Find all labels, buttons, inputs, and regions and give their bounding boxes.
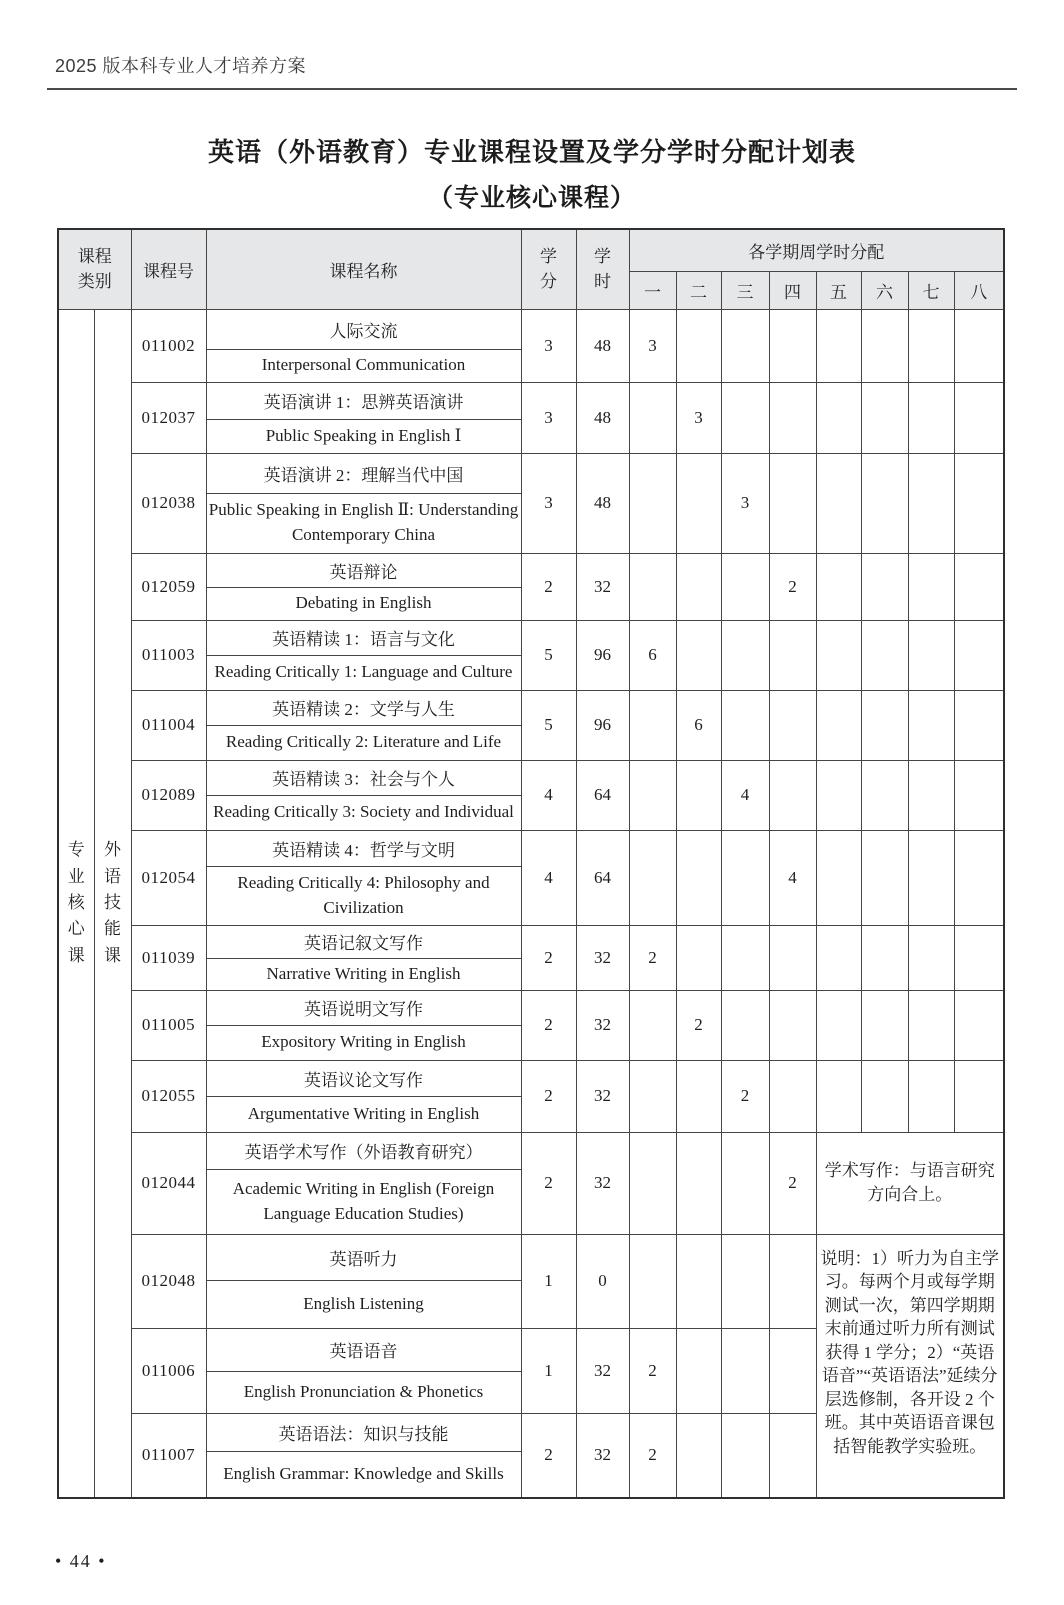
sem-cell [908, 1060, 954, 1132]
header-credits [521, 229, 576, 309]
course-code: 011006 [131, 1328, 206, 1413]
sem-cell [954, 925, 1004, 990]
course-credits: 4 [521, 760, 576, 830]
sem-cell [769, 1060, 816, 1132]
course-hours: 32 [576, 1413, 629, 1498]
course-credits: 1 [521, 1328, 576, 1413]
course-code: 012038 [131, 453, 206, 553]
sem-cell [908, 553, 954, 620]
sem-cell [721, 1328, 769, 1413]
sem-cell [861, 925, 908, 990]
sem-cell [908, 760, 954, 830]
header-sem-8: 八 [954, 271, 1004, 309]
course-name-zh: 英语演讲 2：理解当代中国 [206, 453, 521, 493]
sem-cell [769, 620, 816, 690]
course-name-zh: 英语辩论 [206, 553, 521, 587]
sem-cell [676, 1060, 721, 1132]
header-course-code: 课程号 [131, 229, 206, 309]
course-name-zh: 英语议论文写作 [206, 1060, 521, 1096]
sem-cell [629, 1234, 676, 1328]
course-name-zh: 英语记叙文写作 [206, 925, 521, 958]
course-name-zh: 英语学术写作（外语教育研究） [206, 1132, 521, 1169]
course-name-en: Reading Critically 1: Language and Culture [206, 655, 521, 690]
sem-cell [908, 453, 954, 553]
sem-cell: 2 [629, 1328, 676, 1413]
course-hours: 32 [576, 553, 629, 620]
sem-cell [861, 830, 908, 925]
course-credits: 2 [521, 553, 576, 620]
sem-cell [816, 553, 861, 620]
course-code: 011002 [131, 309, 206, 382]
course-credits: 5 [521, 620, 576, 690]
sem-cell [769, 990, 816, 1060]
sem-cell [816, 990, 861, 1060]
sem-cell [816, 453, 861, 553]
course-hours: 0 [576, 1234, 629, 1328]
sem-cell [721, 690, 769, 760]
header-sem-3: 三 [721, 271, 769, 309]
course-credits: 3 [521, 453, 576, 553]
course-code: 011003 [131, 620, 206, 690]
sem-cell [629, 760, 676, 830]
page-title: 英语（外语教育）专业课程设置及学分学时分配计划表 [207, 137, 856, 167]
header-credits-label: 学分 [539, 246, 557, 292]
sem-cell [816, 830, 861, 925]
course-name-zh: 英语语法：知识与技能 [206, 1413, 521, 1451]
sem-cell [816, 620, 861, 690]
sem-cell [769, 1413, 816, 1498]
page-subtitle: （专业核心课程） [427, 184, 636, 212]
course-schedule-table [57, 228, 1005, 1499]
sem-cell [721, 382, 769, 453]
course-code: 011007 [131, 1413, 206, 1498]
sem-cell [954, 1060, 1004, 1132]
course-code: 012059 [131, 553, 206, 620]
course-credits: 2 [521, 1413, 576, 1498]
sem-cell: 4 [769, 830, 816, 925]
sem-cell [629, 453, 676, 553]
course-name-en: English Listening [206, 1280, 521, 1328]
course-hours: 64 [576, 760, 629, 830]
sem-cell [861, 553, 908, 620]
course-credits: 3 [521, 382, 576, 453]
sem-cell: 6 [676, 690, 721, 760]
header-divider [47, 88, 1017, 90]
header-category-label: 课程类别 [77, 246, 112, 292]
sem-cell [721, 620, 769, 690]
sem-cell [908, 925, 954, 990]
note-academic-writing: 学术写作：与语言研究方向合上。 [816, 1132, 1004, 1234]
page-number: • 44 • [55, 1551, 107, 1571]
sem-cell [676, 1132, 721, 1234]
sem-cell [861, 1060, 908, 1132]
header-sem-5: 五 [816, 271, 861, 309]
header-category [58, 229, 131, 309]
course-name-en: Reading Critically 3: Society and Individual [206, 795, 521, 830]
sem-cell [721, 1413, 769, 1498]
sem-cell: 3 [676, 382, 721, 453]
sem-cell [908, 990, 954, 1060]
sem-cell [954, 760, 1004, 830]
sem-cell [861, 382, 908, 453]
course-name-zh: 英语演讲 1：思辨英语演讲 [206, 382, 521, 419]
course-name-zh: 英语精读 4：哲学与文明 [206, 830, 521, 866]
course-code: 011005 [131, 990, 206, 1060]
sem-cell [816, 925, 861, 990]
sem-cell [721, 1132, 769, 1234]
sem-cell [629, 690, 676, 760]
sem-cell [861, 620, 908, 690]
sem-cell [861, 453, 908, 553]
sem-cell: 3 [629, 309, 676, 382]
course-name-en: Public Speaking in English Ⅱ: Understanding Contemporary China [206, 493, 521, 553]
course-hours: 32 [576, 1132, 629, 1234]
header-course-name: 课程名称 [206, 229, 521, 309]
sem-cell [721, 1234, 769, 1328]
header-hours [576, 229, 629, 309]
sem-cell [908, 830, 954, 925]
course-name-zh: 英语说明文写作 [206, 990, 521, 1025]
sem-cell [769, 925, 816, 990]
sem-cell: 2 [769, 553, 816, 620]
sem-cell [816, 309, 861, 382]
sem-cell [676, 760, 721, 830]
course-code: 011004 [131, 690, 206, 760]
course-code: 012037 [131, 382, 206, 453]
course-hours: 32 [576, 925, 629, 990]
sem-cell: 2 [629, 1413, 676, 1498]
course-hours: 48 [576, 309, 629, 382]
sem-cell: 2 [629, 925, 676, 990]
sem-cell [721, 925, 769, 990]
course-name-zh: 英语精读 2：文学与人生 [206, 690, 521, 725]
sem-cell [954, 990, 1004, 1060]
sem-cell [908, 690, 954, 760]
sem-cell: 2 [769, 1132, 816, 1234]
sem-cell [954, 453, 1004, 553]
sem-cell [629, 382, 676, 453]
sem-cell [629, 830, 676, 925]
header-sem-7: 七 [908, 271, 954, 309]
sem-cell [721, 553, 769, 620]
course-name-en: Public Speaking in English Ⅰ [206, 419, 521, 453]
course-hours: 48 [576, 382, 629, 453]
sem-cell [676, 925, 721, 990]
sem-cell [908, 309, 954, 382]
course-name-en: Interpersonal Communication [206, 349, 521, 382]
sem-cell [676, 1328, 721, 1413]
sem-cell: 2 [676, 990, 721, 1060]
category-language-skills-label: 外语技能课 [104, 840, 121, 965]
course-code: 012054 [131, 830, 206, 925]
sem-cell [721, 830, 769, 925]
sem-cell [676, 620, 721, 690]
sem-cell: 6 [629, 620, 676, 690]
sem-cell [629, 990, 676, 1060]
sem-cell [676, 830, 721, 925]
page-header-text: 2025 版本科专业人才培养方案 [55, 56, 307, 76]
sem-cell [954, 830, 1004, 925]
course-name-en: Narrative Writing in English [206, 958, 521, 990]
sem-cell [676, 1234, 721, 1328]
course-name-zh: 英语精读 3：社会与个人 [206, 760, 521, 795]
course-name-en: English Grammar: Knowledge and Skills [206, 1451, 521, 1498]
course-hours: 32 [576, 1328, 629, 1413]
sem-cell [861, 760, 908, 830]
sem-cell [908, 620, 954, 690]
course-code: 012044 [131, 1132, 206, 1234]
course-credits: 4 [521, 830, 576, 925]
course-name-en: Expository Writing in English [206, 1025, 521, 1060]
sem-cell [629, 553, 676, 620]
sem-cell: 2 [721, 1060, 769, 1132]
course-credits: 5 [521, 690, 576, 760]
sem-cell [769, 309, 816, 382]
category-language-skills [94, 309, 131, 1498]
header-sem-1: 一 [629, 271, 676, 309]
course-credits: 2 [521, 925, 576, 990]
course-name-zh: 人际交流 [206, 309, 521, 349]
course-hours: 32 [576, 1060, 629, 1132]
course-name-zh: 英语精读 1：语言与文化 [206, 620, 521, 655]
course-hours: 96 [576, 690, 629, 760]
course-hours: 96 [576, 620, 629, 690]
course-code: 011039 [131, 925, 206, 990]
sem-cell [629, 1132, 676, 1234]
sem-cell [954, 690, 1004, 760]
sem-cell [861, 990, 908, 1060]
sem-cell [769, 1328, 816, 1413]
course-code: 012048 [131, 1234, 206, 1328]
header-sem-2: 二 [676, 271, 721, 309]
sem-cell [816, 690, 861, 760]
course-name-en: Argumentative Writing in English [206, 1096, 521, 1132]
course-hours: 48 [576, 453, 629, 553]
course-credits: 2 [521, 1060, 576, 1132]
sem-cell [769, 1234, 816, 1328]
course-name-zh: 英语语音 [206, 1328, 521, 1371]
sem-cell [769, 382, 816, 453]
course-name-en: Debating in English [206, 587, 521, 620]
header-sem-4: 四 [769, 271, 816, 309]
category-major-core [58, 309, 94, 1498]
sem-cell [954, 620, 1004, 690]
sem-cell: 4 [721, 760, 769, 830]
sem-cell [676, 1413, 721, 1498]
sem-cell [629, 1060, 676, 1132]
sem-cell [954, 382, 1004, 453]
course-hours: 32 [576, 990, 629, 1060]
course-credits: 3 [521, 309, 576, 382]
header-hours-label: 学时 [593, 246, 611, 292]
course-credits: 2 [521, 990, 576, 1060]
sem-cell [769, 453, 816, 553]
header-sem-6: 六 [861, 271, 908, 309]
sem-cell [861, 690, 908, 760]
course-code: 012089 [131, 760, 206, 830]
sem-cell [721, 309, 769, 382]
sem-cell [721, 990, 769, 1060]
course-name-zh: 英语听力 [206, 1234, 521, 1280]
sem-cell: 3 [721, 453, 769, 553]
sem-cell [676, 453, 721, 553]
sem-cell [816, 760, 861, 830]
sem-cell [769, 760, 816, 830]
course-name-en: Reading Critically 2: Literature and Life [206, 725, 521, 760]
sem-cell [816, 1060, 861, 1132]
course-name-en: English Pronunciation & Phonetics [206, 1371, 521, 1413]
sem-cell [861, 309, 908, 382]
sem-cell [816, 382, 861, 453]
course-name-en: Academic Writing in English (Foreign Language Education Studies) [206, 1169, 521, 1234]
note-remark: 说明：1）听力为自主学习。每两个月或每学期测试一次，第四学期期末前通过听力所有测试获得 1 学分；2）“英语语音”“英语语法”延续分层选修制，各开设 2 个班。其中英语语音课包括智能教学实验班。 [816, 1234, 1004, 1498]
sem-cell [908, 382, 954, 453]
header-semester-group: 各学期周学时分配 [629, 229, 1004, 271]
course-credits: 1 [521, 1234, 576, 1328]
sem-cell [676, 553, 721, 620]
sem-cell [676, 309, 721, 382]
sem-cell [769, 690, 816, 760]
course-credits: 2 [521, 1132, 576, 1234]
category-major-core-label: 专业核心课 [67, 840, 85, 965]
course-hours: 64 [576, 830, 629, 925]
sem-cell [954, 309, 1004, 382]
sem-cell [954, 553, 1004, 620]
course-name-en: Reading Critically 4: Philosophy and Civilization [206, 866, 521, 925]
course-code: 012055 [131, 1060, 206, 1132]
